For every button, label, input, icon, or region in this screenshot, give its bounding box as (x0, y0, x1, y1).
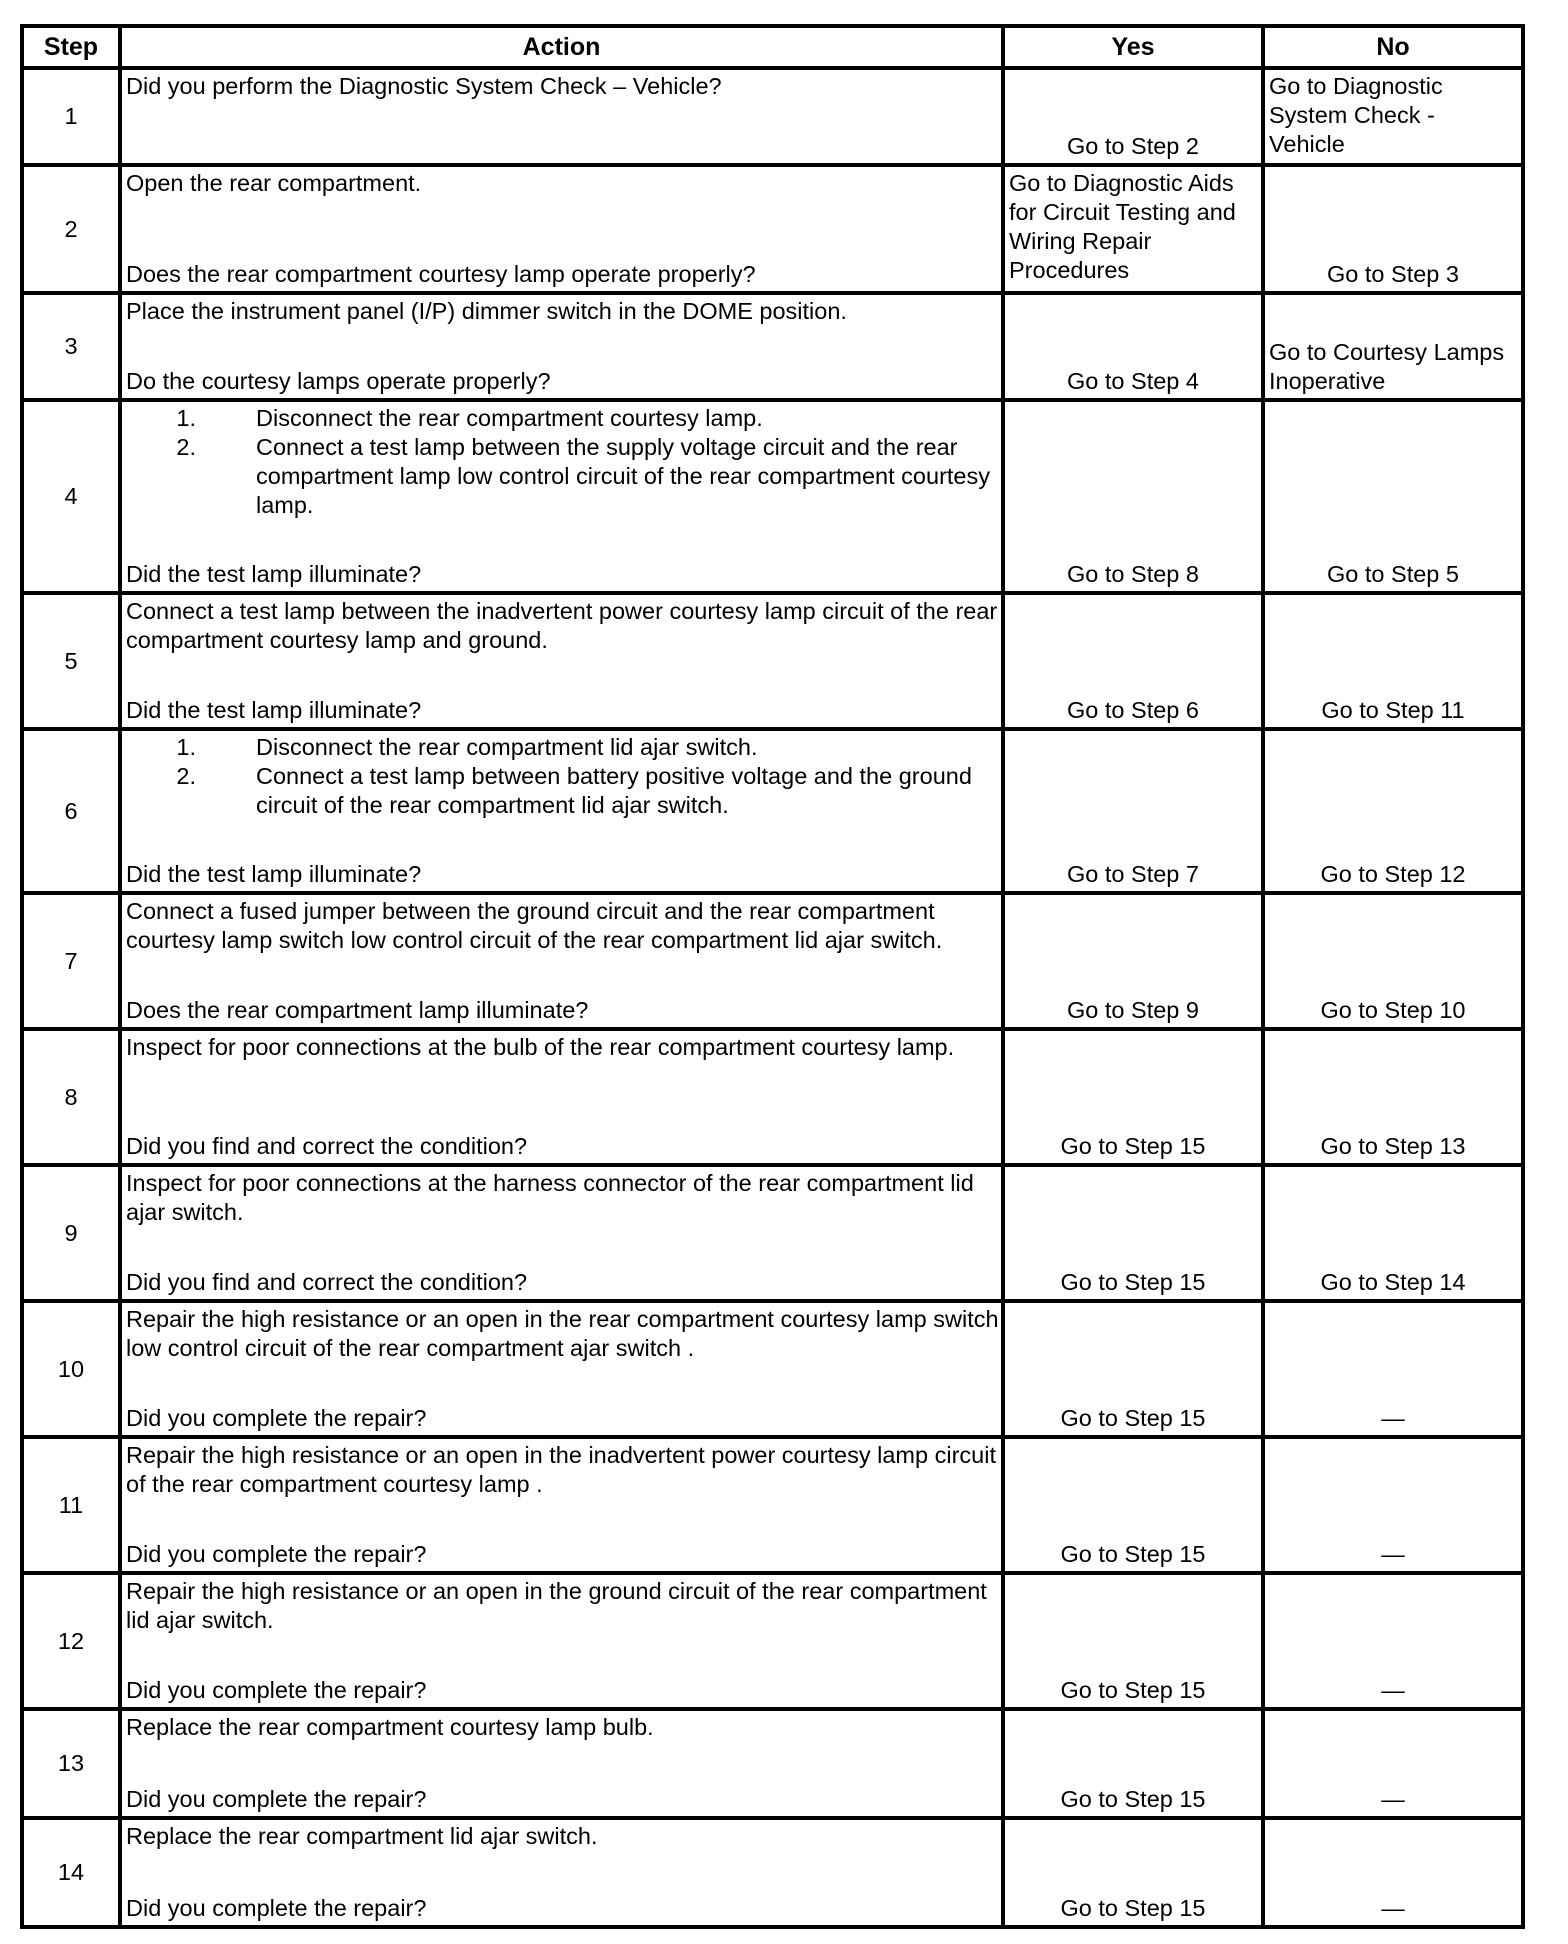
action-question: Did the test lamp illuminate? (126, 561, 422, 587)
action-cell (120, 68, 1003, 165)
action-text: Did you perform the Diagnostic System Check – Vehicle? (126, 73, 722, 99)
header-yes: Yes (1003, 26, 1263, 68)
header-no: No (1263, 26, 1523, 68)
result-no-cell (1263, 165, 1523, 293)
action-instructions (126, 297, 999, 326)
result-yes-text: Go to Step 4 (1067, 368, 1199, 394)
action-cell (120, 293, 1003, 400)
action-list-item (126, 762, 999, 820)
action-question: Did you complete the repair? (126, 1405, 427, 1431)
result-no-cell (1263, 593, 1523, 729)
result-no-cell (1263, 1165, 1523, 1301)
action-question: Did you find and correct the condition? (126, 1133, 528, 1159)
action-content (122, 1303, 1001, 1435)
result-yes-text: Go to Step 8 (1067, 561, 1199, 587)
action-list (126, 404, 999, 520)
result-yes-cell (1003, 1301, 1263, 1437)
action-instructions (126, 404, 999, 520)
action-question: Did you find and correct the condition? (126, 1269, 528, 1295)
result-no-text: Go to Step 10 (1320, 997, 1466, 1023)
action-content (122, 70, 1001, 163)
result-no-text: Go to Diagnostic System Check - Vehicle (1269, 73, 1443, 157)
result-no-cell (1263, 1818, 1523, 1927)
result-yes-text: Go to Step 15 (1060, 1677, 1206, 1703)
table-row (22, 1165, 1523, 1301)
step-number: 11 (22, 1437, 120, 1573)
result-yes-text: Go to Step 15 (1060, 1541, 1206, 1567)
result-yes-text: Go to Step 7 (1067, 861, 1199, 887)
table-row (22, 1709, 1523, 1818)
action-question: Do the courtesy lamps operate properly? (126, 368, 551, 394)
result-yes-cell (1003, 68, 1263, 165)
table-row (22, 593, 1523, 729)
action-cell (120, 1301, 1003, 1437)
step-number: 5 (22, 593, 120, 729)
action-list-item (126, 433, 999, 520)
action-text: Inspect for poor connections at the harness connector of the rear compartment lid ajar switch. (126, 1170, 974, 1225)
action-text: Repair the high resistance or an open in the ground circuit of the rear compartment lid ajar switch. (126, 1578, 987, 1633)
action-cell (120, 1573, 1003, 1709)
action-question: Did the test lamp illuminate? (126, 861, 422, 887)
action-list-item (126, 404, 999, 433)
action-content (122, 895, 1001, 1027)
action-text: Connect a fused jumper between the ground circuit and the rear compartment courtesy lamp switch low control circuit of the rear compartment lid ajar switch. (126, 898, 943, 953)
table-row (22, 1301, 1523, 1437)
action-content (122, 1439, 1001, 1571)
result-yes-cell (1003, 400, 1263, 593)
step-number: 3 (22, 293, 120, 400)
action-instructions (126, 897, 999, 955)
table-body (22, 68, 1523, 1927)
action-instructions (126, 1822, 999, 1851)
result-yes-cell (1003, 1818, 1263, 1927)
action-text: Place the instrument panel (I/P) dimmer switch in the DOME position. (126, 298, 847, 324)
diagnostic-table (20, 24, 1525, 1929)
action-instructions (126, 1033, 999, 1062)
result-no-text: Go to Courtesy Lamps Inoperative (1269, 339, 1505, 394)
result-yes-text: Go to Step 6 (1067, 697, 1199, 723)
result-no-text: Go to Step 14 (1320, 1269, 1466, 1295)
action-cell (120, 893, 1003, 1029)
list-item-text: Connect a test lamp between the supply voltage circuit and the rear compartment lamp low control circuit of the rear compartment courtesy lamp. (256, 434, 990, 518)
result-yes-text: Go to Step 15 (1060, 1895, 1206, 1921)
header-step: Step (22, 26, 120, 68)
result-yes-cell (1003, 729, 1263, 893)
table-row (22, 1437, 1523, 1573)
action-list (126, 733, 999, 820)
result-no-text: — (1381, 1786, 1405, 1812)
step-number: 6 (22, 729, 120, 893)
result-no-text: — (1381, 1677, 1405, 1703)
action-content (122, 167, 1001, 291)
step-number: 1 (22, 68, 120, 165)
result-no-cell (1263, 68, 1523, 165)
result-yes-text: Go to Step 15 (1060, 1133, 1206, 1159)
result-no-cell (1263, 1029, 1523, 1165)
action-cell (120, 400, 1003, 593)
table-row (22, 293, 1523, 400)
step-number: 13 (22, 1709, 120, 1818)
action-cell (120, 165, 1003, 293)
action-content (122, 402, 1001, 591)
list-number: 2. (176, 763, 196, 789)
table-row (22, 1573, 1523, 1709)
table-row (22, 165, 1523, 293)
action-text: Replace the rear compartment lid ajar switch. (126, 1823, 598, 1849)
action-text: Replace the rear compartment courtesy lamp bulb. (126, 1714, 654, 1740)
result-no-text: — (1381, 1895, 1405, 1921)
result-yes-text: Go to Step 15 (1060, 1786, 1206, 1812)
action-question: Did the test lamp illuminate? (126, 697, 422, 723)
result-yes-cell (1003, 1029, 1263, 1165)
table-row (22, 68, 1523, 165)
step-number: 14 (22, 1818, 120, 1927)
action-text: Connect a test lamp between the inadvertent power courtesy lamp circuit of the rear compartment courtesy lamp and ground. (126, 598, 998, 653)
result-yes-cell (1003, 293, 1263, 400)
result-yes-text: Go to Diagnostic Aids for Circuit Testing and Wiring Repair Procedures (1009, 170, 1236, 283)
action-cell (120, 1818, 1003, 1927)
result-yes-cell (1003, 893, 1263, 1029)
action-text: Open the rear compartment. (126, 170, 422, 196)
action-question: Does the rear compartment courtesy lamp operate properly? (126, 261, 756, 287)
action-content (122, 1575, 1001, 1707)
result-yes-text: Go to Step 2 (1067, 133, 1199, 159)
action-question: Did you complete the repair? (126, 1895, 427, 1921)
result-no-cell (1263, 293, 1523, 400)
result-yes-text: Go to Step 15 (1060, 1269, 1206, 1295)
list-number: 1. (176, 734, 196, 760)
action-content (122, 731, 1001, 891)
result-yes-cell (1003, 1709, 1263, 1818)
action-cell (120, 1437, 1003, 1573)
result-yes-cell (1003, 1573, 1263, 1709)
header-row (22, 26, 1523, 68)
result-no-text: Go to Step 5 (1327, 561, 1459, 587)
step-number: 10 (22, 1301, 120, 1437)
result-no-text: — (1381, 1405, 1405, 1431)
action-content (122, 295, 1001, 398)
action-cell (120, 729, 1003, 893)
result-yes-cell (1003, 593, 1263, 729)
action-list-item (126, 733, 999, 762)
result-no-text: Go to Step 11 (1321, 697, 1465, 723)
result-no-text: Go to Step 12 (1320, 861, 1466, 887)
action-instructions (126, 72, 999, 101)
action-instructions (126, 1169, 999, 1227)
result-no-text: — (1381, 1541, 1405, 1567)
action-question: Did you complete the repair? (126, 1677, 427, 1703)
action-text: Repair the high resistance or an open in the rear compartment courtesy lamp switch low control circuit of the rear compartment ajar switch . (126, 1306, 999, 1361)
result-yes-text: Go to Step 15 (1060, 1405, 1206, 1431)
result-no-cell (1263, 729, 1523, 893)
list-item-text: Connect a test lamp between battery positive voltage and the ground circuit of the rear compartment lid ajar switch. (256, 763, 972, 818)
action-instructions (126, 1305, 999, 1363)
result-no-cell (1263, 893, 1523, 1029)
result-yes-cell (1003, 165, 1263, 293)
table-row (22, 1029, 1523, 1165)
list-item-text: Disconnect the rear compartment lid ajar switch. (256, 734, 758, 760)
action-instructions (126, 1577, 999, 1635)
action-content (122, 1711, 1001, 1816)
action-question: Does the rear compartment lamp illuminate? (126, 997, 589, 1023)
action-question: Did you complete the repair? (126, 1786, 427, 1812)
action-question: Did you complete the repair? (126, 1541, 427, 1567)
result-no-cell (1263, 400, 1523, 593)
step-number: 4 (22, 400, 120, 593)
header-action: Action (120, 26, 1003, 68)
result-no-cell (1263, 1573, 1523, 1709)
action-text: Repair the high resistance or an open in the inadvertent power courtesy lamp circuit of the rear compartment courtesy lamp . (126, 1442, 996, 1497)
action-instructions (126, 733, 999, 820)
action-instructions (126, 1713, 999, 1742)
action-content (122, 1031, 1001, 1163)
table-row (22, 1818, 1523, 1927)
table-row (22, 400, 1523, 593)
action-cell (120, 1165, 1003, 1301)
list-item-text: Disconnect the rear compartment courtesy lamp. (256, 405, 763, 431)
action-content (122, 1167, 1001, 1299)
action-content (122, 1820, 1001, 1925)
step-number: 2 (22, 165, 120, 293)
result-no-cell (1263, 1437, 1523, 1573)
action-instructions (126, 169, 999, 198)
result-no-cell (1263, 1709, 1523, 1818)
result-yes-text: Go to Step 9 (1067, 997, 1199, 1023)
list-number: 2. (176, 434, 196, 460)
step-number: 9 (22, 1165, 120, 1301)
result-yes-cell (1003, 1165, 1263, 1301)
table-row (22, 729, 1523, 893)
step-number: 7 (22, 893, 120, 1029)
result-no-text: Go to Step 3 (1327, 261, 1459, 287)
action-instructions (126, 1441, 999, 1499)
action-text: Inspect for poor connections at the bulb of the rear compartment courtesy lamp. (126, 1034, 955, 1060)
result-no-cell (1263, 1301, 1523, 1437)
table-row (22, 893, 1523, 1029)
action-cell (120, 593, 1003, 729)
action-cell (120, 1029, 1003, 1165)
result-yes-cell (1003, 1437, 1263, 1573)
step-number: 12 (22, 1573, 120, 1709)
list-number: 1. (176, 405, 196, 431)
step-number: 8 (22, 1029, 120, 1165)
action-content (122, 595, 1001, 727)
action-instructions (126, 597, 999, 655)
action-cell (120, 1709, 1003, 1818)
result-no-text: Go to Step 13 (1320, 1133, 1466, 1159)
